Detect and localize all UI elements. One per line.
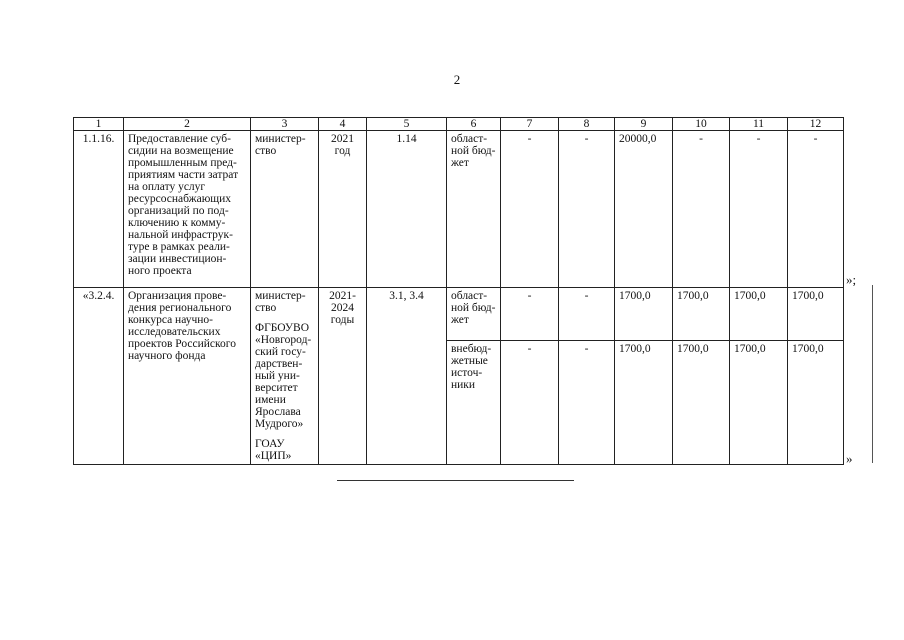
- executor-2: ФГБОУВО «Новгород-ский госу-дарствен-ный уни-верситет имени Ярослава Мудрого»: [255, 322, 312, 430]
- value-col10: 1700,0: [673, 288, 730, 341]
- value-col11: -: [730, 131, 788, 288]
- table-row: [74, 131, 844, 288]
- target-indicators: 1.14: [367, 131, 447, 288]
- margin-line: [872, 285, 873, 463]
- executor-1: министер-ство: [255, 290, 306, 314]
- value-col9: 1700,0: [615, 288, 673, 341]
- header-cell: 1: [74, 118, 124, 131]
- page-number: 2: [453, 72, 461, 87]
- end-divider: [337, 480, 574, 481]
- header-cell: 8: [559, 118, 615, 131]
- header-cell: 12: [788, 118, 844, 131]
- header-cell: 7: [501, 118, 559, 131]
- funding-source: внебюд-жетные источ-ники: [447, 340, 501, 464]
- funding-source: област-ной бюд-жет: [447, 288, 501, 341]
- header-cell: 2: [124, 118, 251, 131]
- period: 2021-2024 годы: [319, 288, 367, 465]
- header-cell: 11: [730, 118, 788, 131]
- header-cell: 4: [319, 118, 367, 131]
- program-table: [73, 117, 844, 465]
- header-cell: 10: [673, 118, 730, 131]
- value-col7: -: [501, 288, 559, 341]
- value-col7: -: [501, 340, 559, 464]
- value-col11: 1700,0: [730, 340, 788, 464]
- target-indicators: 3.1, 3.4: [367, 288, 447, 465]
- funding-source: област-ной бюд-жет: [447, 131, 501, 288]
- activity-name: Организация прове-дения регионального конкурса научно-исследовательских проектов Российского научного фонда: [124, 288, 251, 465]
- executor: [251, 288, 319, 465]
- value-col8: -: [559, 288, 615, 341]
- row-number: «3.2.4.: [74, 288, 124, 465]
- value-col12: 1700,0: [788, 288, 844, 341]
- value-col11: 1700,0: [730, 288, 788, 341]
- header-cell: 3: [251, 118, 319, 131]
- closing-quote: »: [846, 451, 853, 466]
- value-col9: 20000,0: [615, 131, 673, 288]
- value-col9: 1700,0: [615, 340, 673, 464]
- row-number: 1.1.16.: [74, 131, 124, 288]
- executor: министер-ство: [251, 131, 319, 288]
- value-col10: -: [673, 131, 730, 288]
- header-cell: 5: [367, 118, 447, 131]
- value-col12: -: [788, 131, 844, 288]
- value-col8: -: [559, 131, 615, 288]
- value-col7: -: [501, 131, 559, 288]
- value-col10: 1700,0: [673, 340, 730, 464]
- value-col8: -: [559, 340, 615, 464]
- header-cell: 9: [615, 118, 673, 131]
- value-col12: 1700,0: [788, 340, 844, 464]
- activity-name: Предоставление суб-сидии на возмещение промышленным пред-приятиям части затрат на оплату услуг ресурсоснабжающих организаций по под-ключению к комму-нальной инфраструк-туре в рамках реали-зации инвестицион-ного проекта: [124, 131, 251, 288]
- header-cell: 6: [447, 118, 501, 131]
- executor-3: ГОАУ «ЦИП»: [255, 438, 292, 462]
- closing-quote-semicolon: »;: [846, 272, 857, 287]
- period: 2021 год: [319, 131, 367, 288]
- header-row: [74, 118, 844, 131]
- table-row: [74, 288, 844, 341]
